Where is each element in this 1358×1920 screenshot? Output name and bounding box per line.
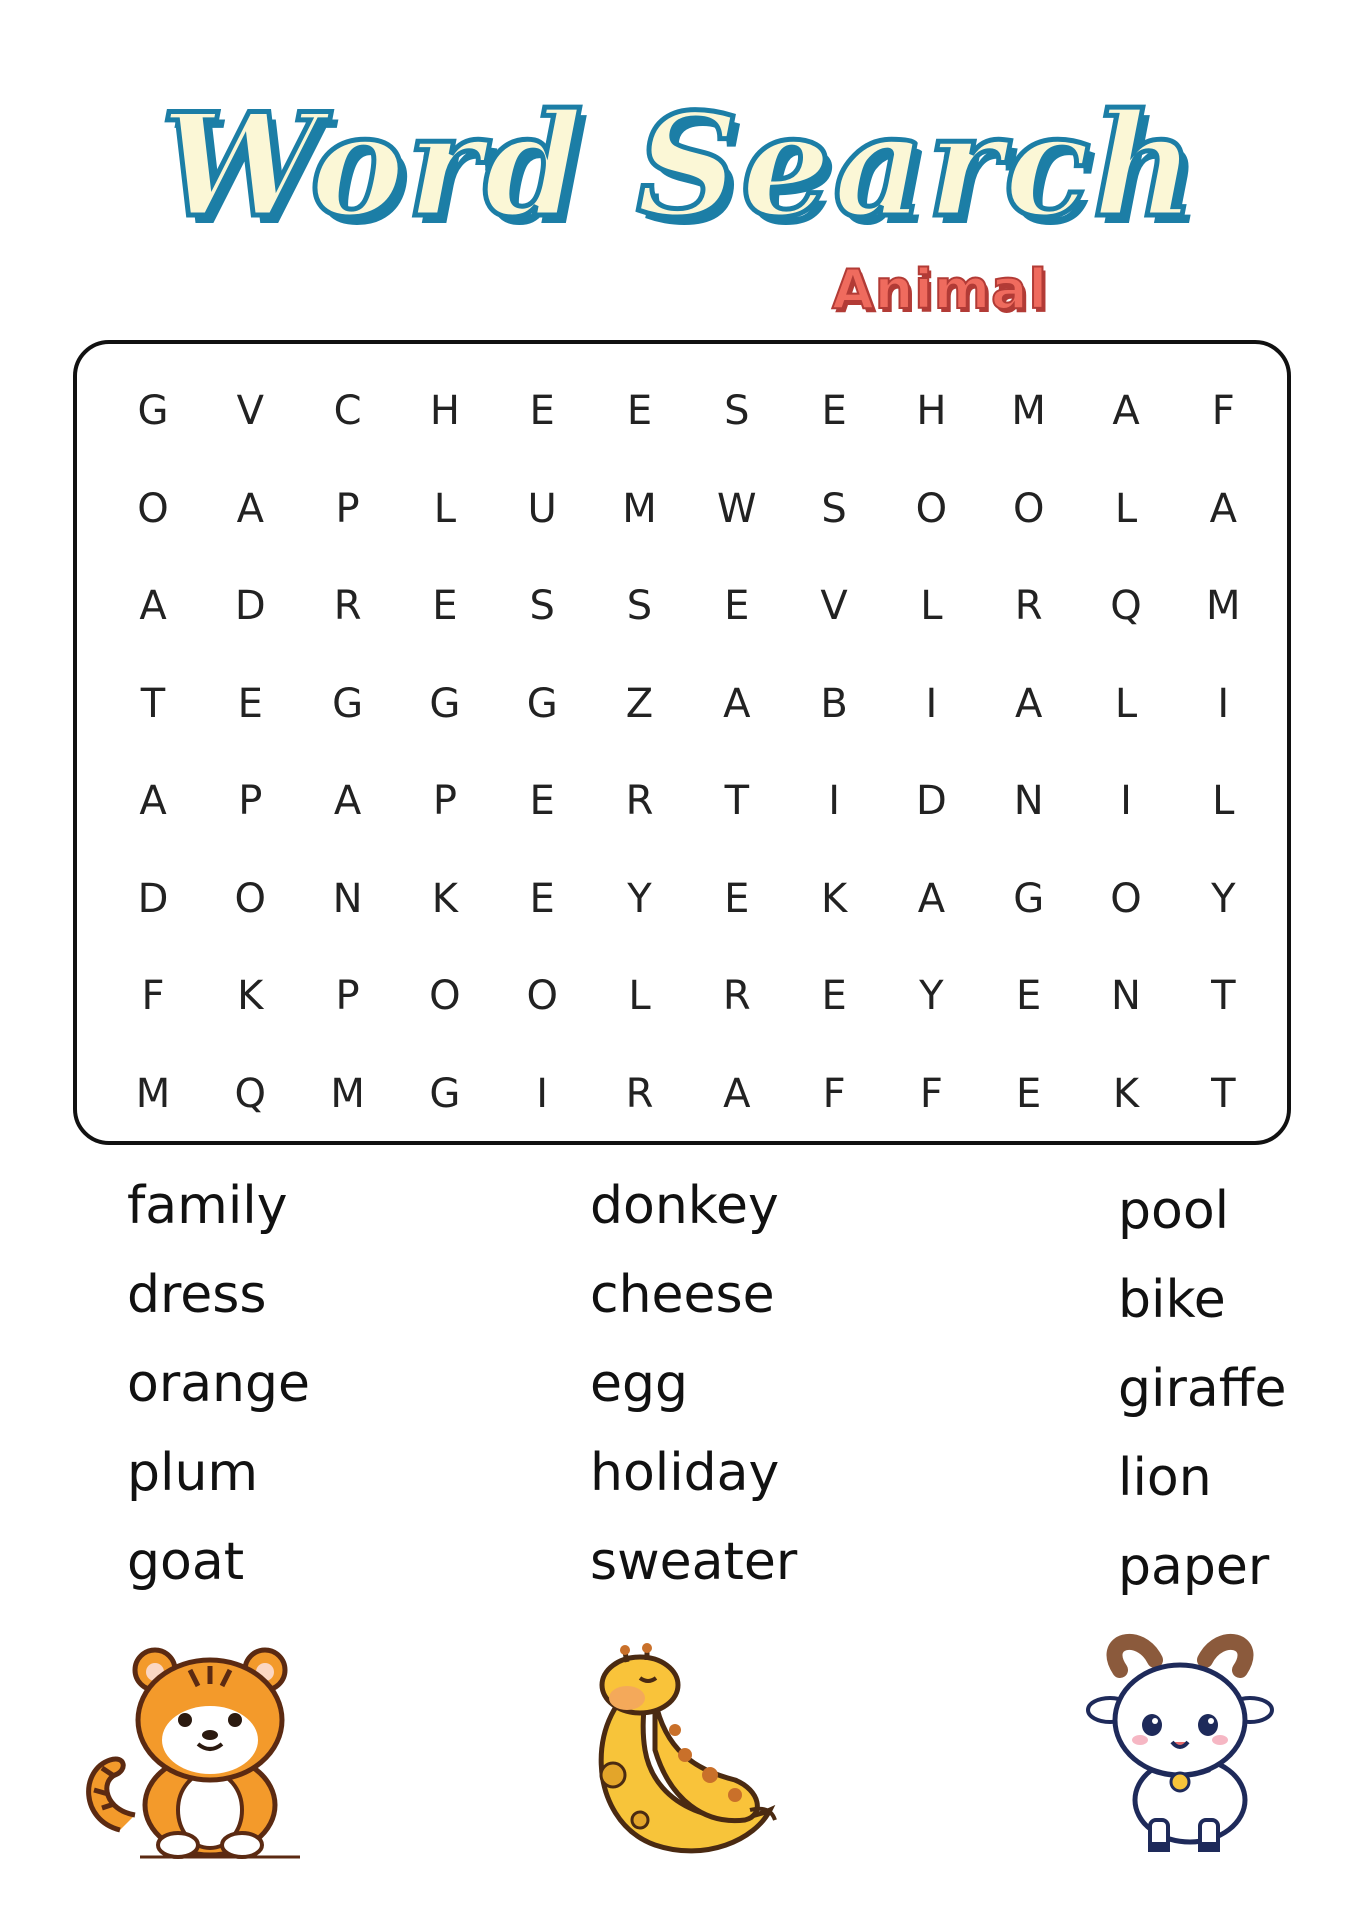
grid-letter[interactable]: G	[429, 1070, 461, 1117]
grid-letter[interactable]: A	[139, 583, 167, 629]
word-list-item: orange	[127, 1354, 311, 1414]
letter-grid	[73, 340, 1291, 1145]
word-list-item: bike	[1118, 1270, 1226, 1330]
word-list-item: plum	[127, 1443, 259, 1503]
grid-letter[interactable]: K	[431, 875, 458, 922]
grid-letter[interactable]: W	[717, 485, 757, 532]
grid-letter[interactable]: I	[925, 680, 938, 727]
grid-letter[interactable]: A	[723, 680, 751, 727]
grid-letter[interactable]: E	[821, 388, 847, 434]
grid-letter[interactable]: O	[429, 973, 461, 1019]
grid-letter[interactable]: K	[820, 875, 848, 922]
grid-letter[interactable]: E	[724, 875, 750, 922]
tiger-icon	[80, 1640, 310, 1860]
grid-letter[interactable]: R	[625, 1070, 654, 1117]
page-subtitle: Animal	[832, 258, 1048, 321]
grid-letter[interactable]: G	[429, 680, 461, 727]
grid-letter[interactable]: A	[723, 1070, 751, 1117]
grid-letter[interactable]: G	[332, 680, 364, 727]
grid-letter[interactable]: K	[237, 973, 264, 1019]
grid-letter[interactable]: O	[1110, 875, 1142, 922]
grid-letter[interactable]: U	[527, 485, 557, 532]
grid-letter[interactable]: O	[137, 485, 169, 532]
grid-letter[interactable]: N	[332, 875, 363, 922]
grid-row	[77, 381, 1287, 441]
grid-letter[interactable]: E	[821, 973, 847, 1019]
word-list-item: dress	[127, 1265, 267, 1325]
grid-letter[interactable]: M	[622, 485, 657, 532]
word-list-item: family	[127, 1176, 288, 1236]
grid-letter[interactable]: S	[626, 583, 653, 629]
word-list-item: cheese	[590, 1265, 775, 1325]
word-list-item: paper	[1118, 1537, 1270, 1597]
grid-letter[interactable]: G	[526, 680, 558, 727]
giraffe-moon-icon	[585, 1640, 785, 1855]
grid-letter[interactable]: E	[626, 388, 653, 434]
grid-letter[interactable]: H	[429, 388, 460, 434]
grid-letter[interactable]: P	[432, 778, 457, 824]
grid-letter[interactable]: L	[920, 583, 943, 629]
word-list-item: giraffe	[1118, 1359, 1287, 1419]
title-block	[0, 83, 1358, 249]
grid-letter[interactable]: Y	[1211, 875, 1236, 922]
grid-letter[interactable]: L	[1114, 680, 1138, 727]
grid-row	[77, 479, 1287, 539]
grid-letter[interactable]: A	[917, 875, 946, 922]
grid-letter[interactable]: H	[916, 388, 947, 434]
grid-letter[interactable]: Z	[625, 680, 654, 727]
grid-letter[interactable]: M	[330, 1070, 365, 1117]
grid-letter[interactable]: E	[529, 388, 555, 434]
word-list-item: holiday	[590, 1443, 780, 1503]
grid-letter[interactable]: T	[140, 680, 166, 727]
grid-letter[interactable]: R	[333, 583, 362, 629]
word-list-item: sweater	[590, 1532, 798, 1592]
grid-letter[interactable]: E	[1016, 973, 1042, 1019]
grid-letter[interactable]: K	[1112, 1070, 1140, 1117]
grid-letter[interactable]: E	[724, 583, 750, 629]
grid-letter[interactable]: R	[1014, 583, 1043, 629]
word-list-item: lion	[1118, 1448, 1212, 1508]
grid-letter[interactable]: S	[529, 583, 555, 629]
page-title: Word Search	[160, 83, 1198, 249]
word-list-item: pool	[1118, 1181, 1230, 1241]
goat-icon	[1080, 1630, 1280, 1860]
grid-letter[interactable]: A	[1112, 388, 1140, 434]
grid-letter[interactable]: M	[1011, 388, 1046, 434]
grid-letter[interactable]: E	[529, 778, 555, 824]
grid-letter[interactable]: V	[236, 388, 264, 434]
grid-letter[interactable]: Q	[1110, 583, 1142, 629]
grid-row	[77, 966, 1287, 1026]
grid-letter[interactable]: P	[335, 485, 360, 532]
grid-letter[interactable]: A	[1015, 680, 1043, 727]
grid-letter[interactable]: F	[1211, 388, 1235, 434]
grid-letter[interactable]: D	[137, 875, 169, 922]
word-list-item: donkey	[590, 1176, 779, 1236]
grid-letter[interactable]: S	[821, 485, 847, 532]
grid-letter[interactable]: G	[1013, 875, 1045, 922]
grid-letter[interactable]: E	[1016, 1070, 1042, 1117]
grid-letter[interactable]: A	[333, 778, 362, 824]
grid-letter[interactable]: E	[432, 583, 458, 629]
grid-letter[interactable]: O	[526, 973, 558, 1019]
grid-letter[interactable]: F	[919, 1070, 943, 1117]
grid-letter[interactable]: L	[1114, 485, 1138, 532]
grid-letter[interactable]: L	[433, 485, 457, 532]
grid-letter[interactable]: O	[1012, 485, 1045, 532]
word-list-item: goat	[127, 1532, 245, 1592]
grid-letter[interactable]: Y	[627, 875, 652, 922]
grid-letter[interactable]: I	[1120, 778, 1132, 824]
grid-letter[interactable]: S	[724, 388, 750, 434]
grid-row	[77, 576, 1287, 636]
grid-letter[interactable]: E	[529, 875, 555, 922]
grid-letter[interactable]: O	[234, 875, 267, 922]
grid-letter[interactable]: A	[236, 485, 264, 532]
grid-letter[interactable]: I	[536, 1070, 549, 1117]
grid-letter[interactable]: M	[1206, 583, 1241, 629]
grid-letter[interactable]: A	[1209, 485, 1237, 532]
grid-letter[interactable]: D	[234, 583, 266, 629]
grid-letter[interactable]: C	[333, 388, 362, 434]
grid-letter[interactable]: N	[1013, 778, 1044, 824]
grid-letter[interactable]: I	[828, 778, 840, 824]
grid-letter[interactable]: T	[1211, 1070, 1236, 1117]
grid-letter[interactable]: E	[237, 680, 263, 727]
grid-letter[interactable]: M	[135, 1070, 171, 1117]
grid-letter[interactable]: R	[722, 973, 751, 1019]
grid-letter[interactable]: V	[820, 583, 848, 629]
grid-letter[interactable]: L	[628, 973, 651, 1019]
grid-letter[interactable]: P	[238, 778, 263, 824]
grid-letter[interactable]: D	[915, 778, 947, 824]
grid-letter[interactable]: G	[137, 388, 169, 434]
grid-letter[interactable]: P	[335, 973, 360, 1019]
word-list-item: egg	[590, 1354, 689, 1414]
grid-row	[77, 1064, 1287, 1124]
grid-row	[77, 869, 1287, 929]
grid-row	[77, 771, 1287, 831]
grid-letter[interactable]: O	[915, 485, 948, 532]
grid-letter[interactable]: N	[1111, 973, 1141, 1019]
grid-letter[interactable]: R	[625, 778, 654, 824]
grid-letter[interactable]: B	[820, 680, 848, 727]
grid-letter[interactable]: T	[1211, 973, 1236, 1019]
grid-letter[interactable]: F	[822, 1070, 846, 1117]
grid-row	[77, 674, 1287, 734]
grid-letter[interactable]: Y	[919, 973, 944, 1019]
grid-letter[interactable]: I	[1217, 680, 1230, 727]
grid-letter[interactable]: A	[139, 778, 167, 824]
grid-letter[interactable]: L	[1212, 778, 1235, 824]
grid-letter[interactable]: Q	[234, 1070, 267, 1117]
grid-letter[interactable]: T	[724, 778, 750, 824]
grid-letter[interactable]: F	[141, 973, 165, 1019]
